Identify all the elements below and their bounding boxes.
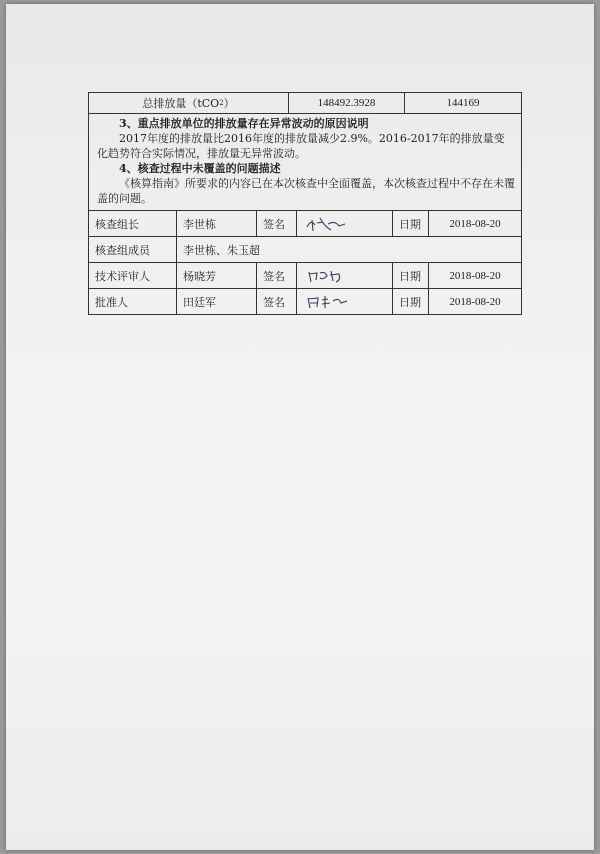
- reviewer-name: 杨晓芳: [177, 263, 257, 288]
- section4-heading: 4、核查过程中未覆盖的问题描述: [119, 162, 281, 175]
- members-row: [88, 237, 522, 263]
- approver-signature-mark: [301, 293, 361, 311]
- emissions-value-2017: 144169: [446, 97, 480, 109]
- reviewer-signature: [297, 263, 393, 288]
- reviewer-signature-mark: [301, 267, 361, 285]
- leader-date-label: 日期: [393, 211, 429, 236]
- leader-sign-label: 签名: [257, 211, 297, 236]
- section3-body: 2017年度的排放量比2016年度的排放量减少2.9%。2016-2017年的排放量变化趋势符合实际情况，排放量无异常波动。: [97, 132, 505, 160]
- leader-date: 2018-08-20: [449, 217, 501, 230]
- approver-date-label: 日期: [393, 289, 429, 314]
- reviewer-date: 2018-08-20: [449, 269, 501, 282]
- approver-signature: [297, 289, 393, 314]
- members-names: 李世栋、朱玉超: [183, 243, 260, 257]
- reviewer-sign-label: 签名: [257, 263, 297, 288]
- approver-date: 2018-08-20: [449, 295, 501, 308]
- section4-body: 《核算指南》所要求的内容已在本次核查中全面覆盖，本次核查过程中不存在未覆盖的问题。: [97, 177, 515, 205]
- leader-signature: [297, 211, 393, 236]
- approver-role: 批准人: [89, 289, 177, 314]
- approver-sign-label: 签名: [257, 289, 297, 314]
- section3-heading: 3、重点排放单位的排放量存在异常波动的原因说明: [119, 117, 369, 130]
- approver-row: [88, 289, 522, 315]
- emissions-value-2016: 148492.3928: [289, 93, 405, 113]
- reviewer-row: [88, 263, 522, 289]
- leader-signature-mark: [301, 215, 361, 233]
- members-role: 核查组成员: [89, 237, 177, 262]
- leader-name: 李世栋: [177, 211, 257, 236]
- document-page: [6, 4, 594, 850]
- reviewer-date-label: 日期: [393, 263, 429, 288]
- verification-table: [88, 92, 522, 315]
- total-emissions-row: [88, 92, 522, 114]
- leader-role: 核查组长: [89, 211, 177, 236]
- narrative-block: [88, 114, 522, 211]
- approver-name: 田廷军: [177, 289, 257, 314]
- leader-row: [88, 211, 522, 237]
- total-emissions-label: 总排放量（tCO 2 ）: [89, 93, 289, 113]
- reviewer-role: 技术评审人: [89, 263, 177, 288]
